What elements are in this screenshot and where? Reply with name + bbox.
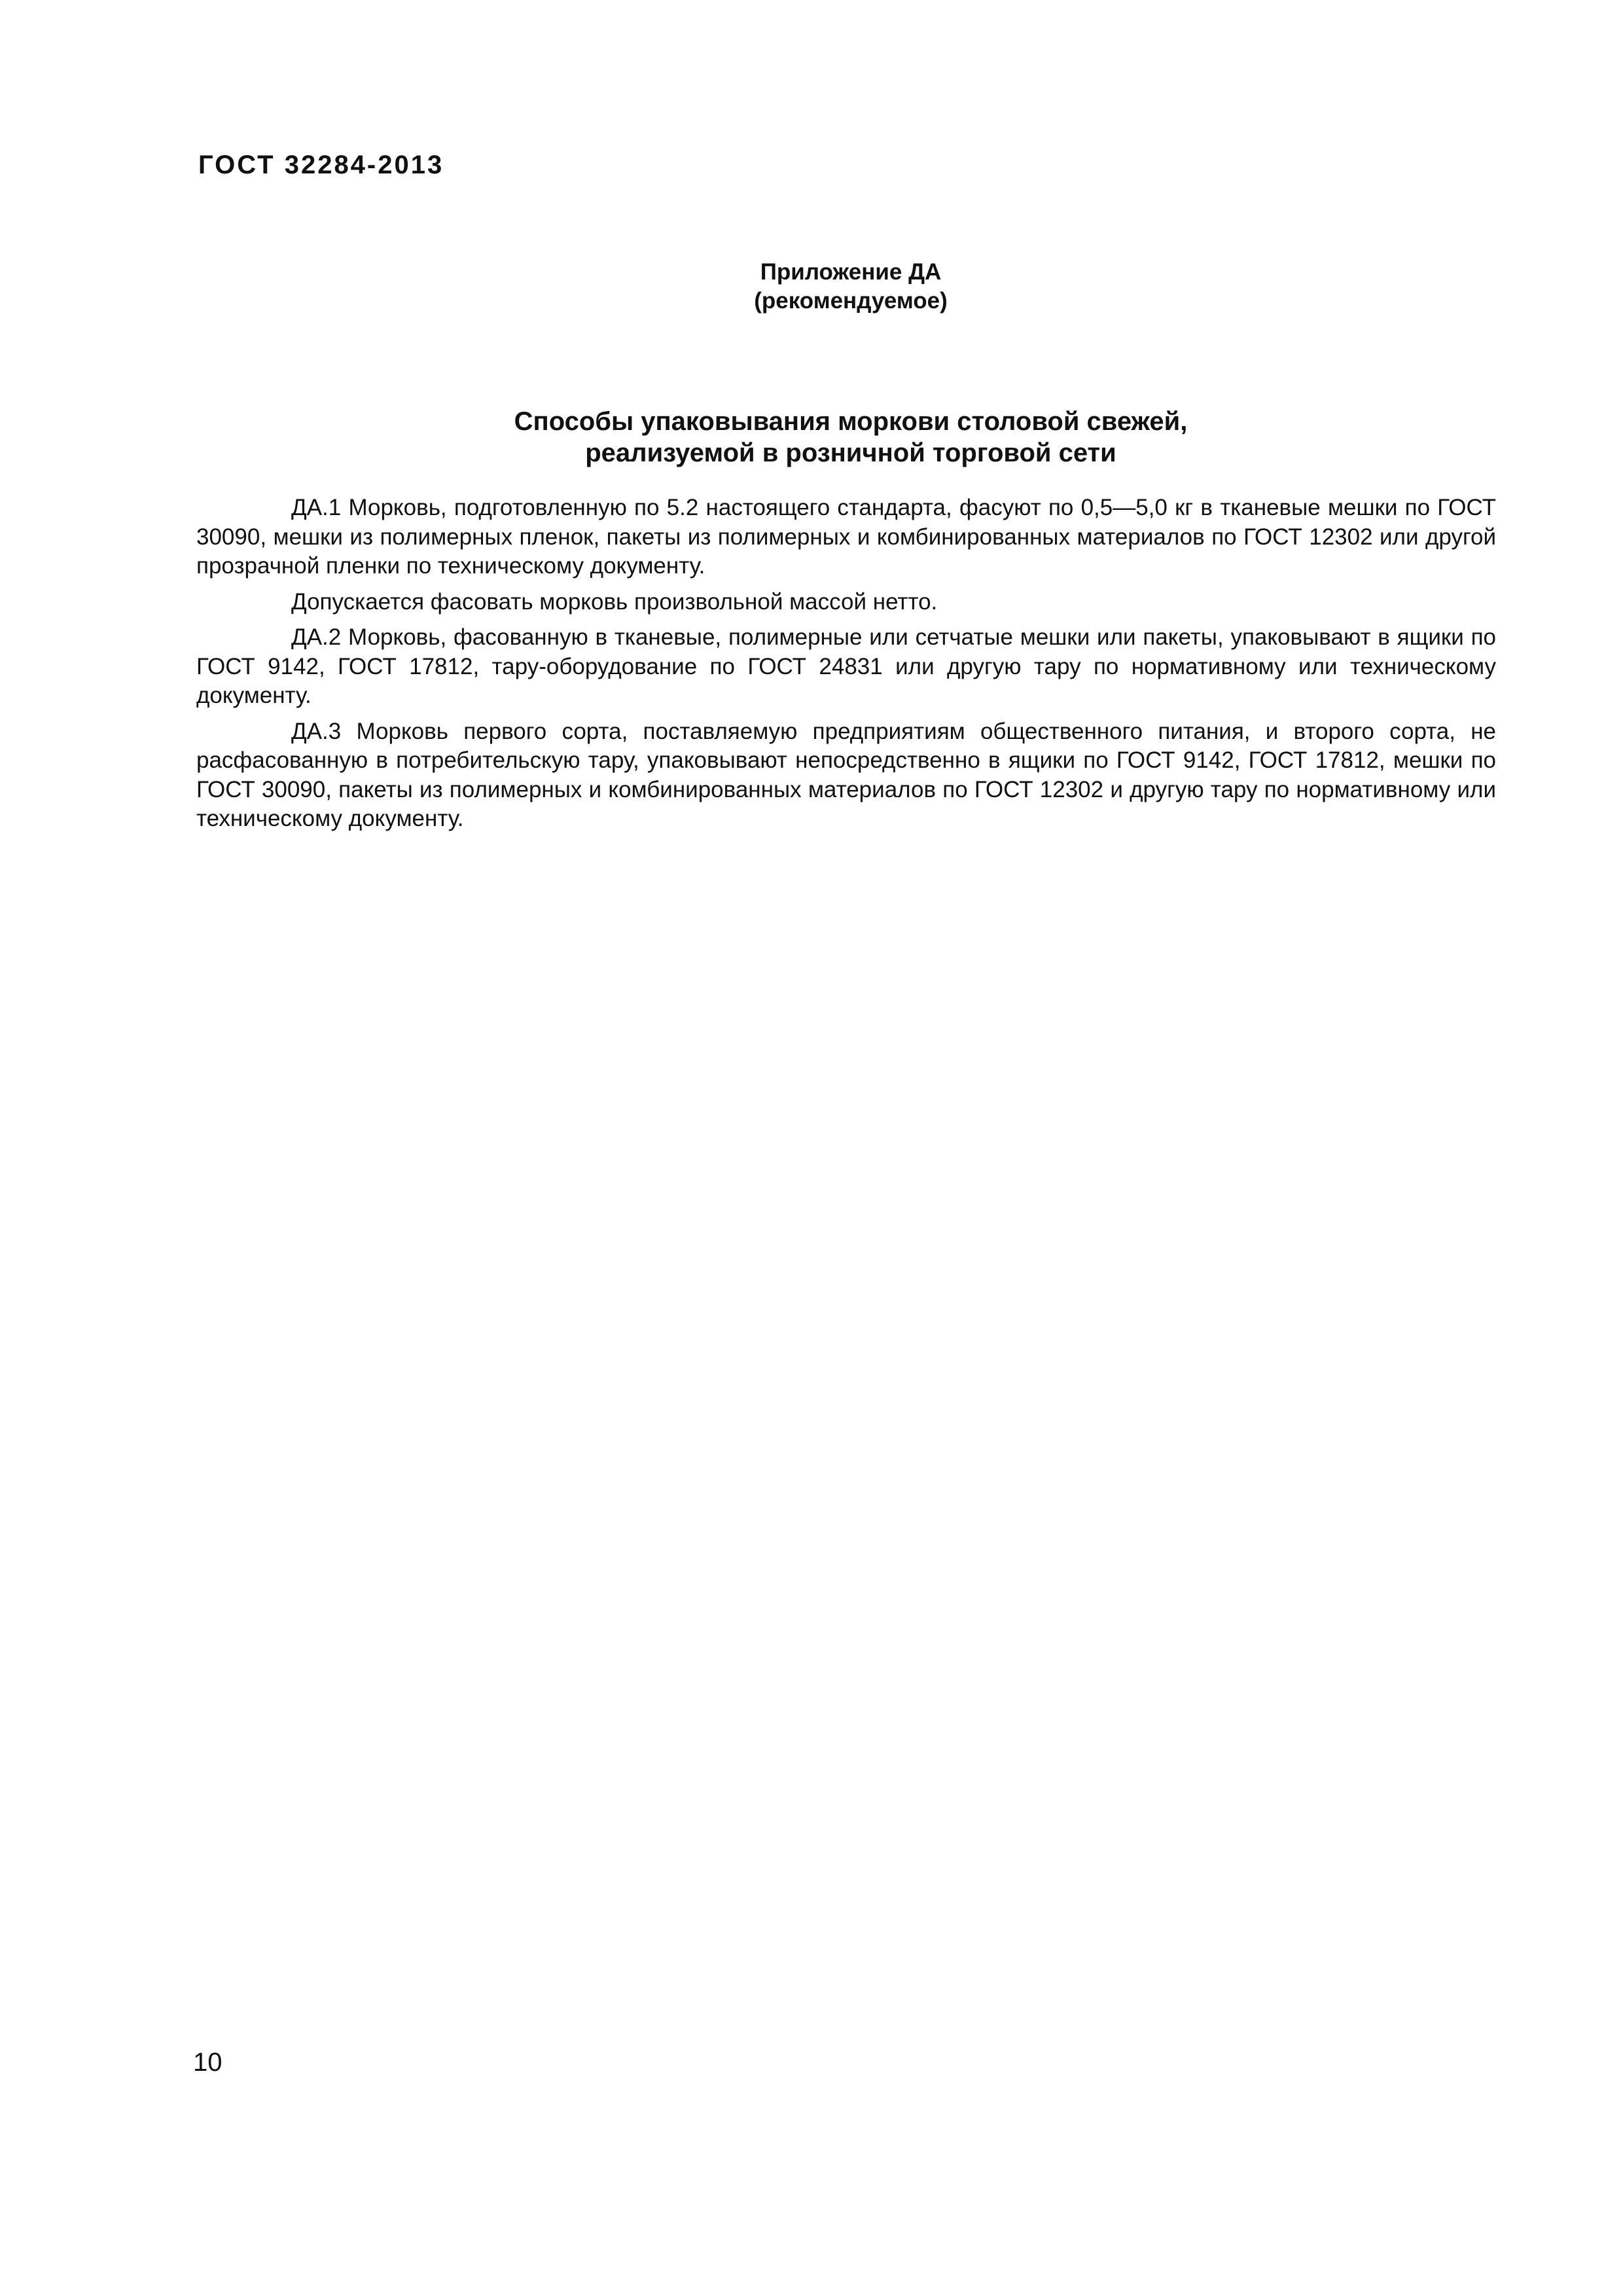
section-heading-line-2: реализуемой в розничной торговой сети — [585, 439, 1116, 467]
section-heading — [0, 406, 1623, 469]
document-code: ГОСТ 32284-2013 — [198, 151, 444, 179]
paragraph-da-3: ДА.3 Морковь первого сорта, поставляемую предприятиям общественного питания, и второго сорта, не расфасованную в потребительскую тару, упаковывают непосредственно в ящики по ГОСТ 9142, ГОСТ 17812, мешки по ГОСТ 30090, пакеты из полимерных и комбинированных материалов по ГОСТ 12302 и другую тару по нормативному или техническому документу. — [196, 718, 1496, 831]
body-text — [196, 493, 1496, 840]
paragraph-da-2: ДА.2 Морковь, фасованную в тканевые, полимерные или сетчатые мешки или пакеты, упаковывают в ящики по ГОСТ 9142, ГОСТ 17812, тару-оборудование по ГОСТ 24831 или другую тару по нормативному или техническому документу. — [196, 624, 1496, 708]
paragraph-da-1-note: Допускается фасовать морковь произвольной массой нетто. — [291, 588, 938, 615]
appendix-title: Приложение ДА — [760, 259, 942, 285]
section-heading-line-1: Способы упаковывания моркови столовой свежей, — [514, 407, 1188, 436]
paragraph-da-1: ДА.1 Морковь, подготовленную по 5.2 настоящего стандарта, фасуют по 0,5—5,0 кг в тканевые мешки по ГОСТ 30090, мешки из полимерных пленок, пакеты из полимерных и комбинированных материалов по ГОСТ 12302 или другой прозрачной пленки по техническому документу. — [196, 495, 1496, 579]
appendix-status: (рекомендуемое) — [754, 288, 948, 314]
page-number: 10 — [193, 2048, 223, 2077]
